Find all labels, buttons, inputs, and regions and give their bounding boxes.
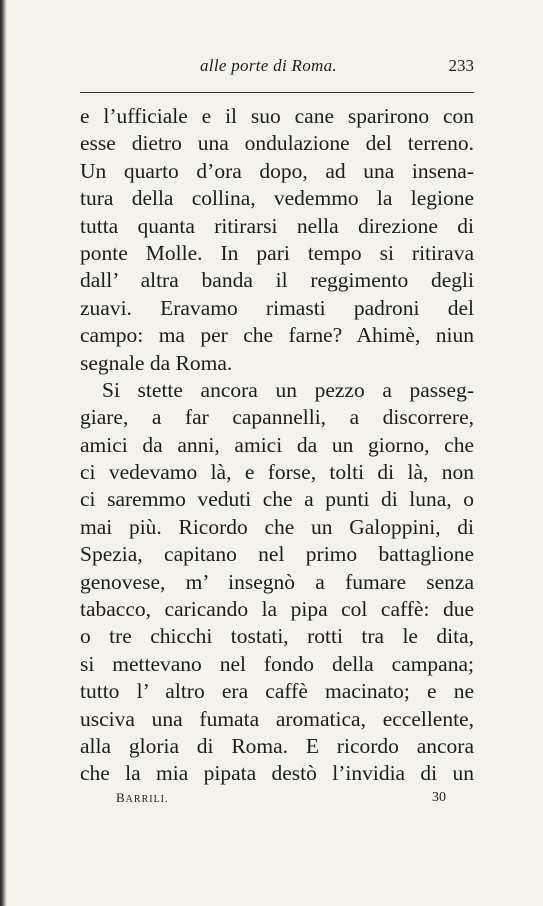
text-line: esse dietro una ondulazione del terreno.	[80, 131, 474, 156]
text-line: tutto l’ altro era caffè macinato; e ne	[80, 679, 474, 704]
sheet-number: 30	[432, 790, 446, 805]
text-line: Spezia, capitano nel primo battaglione	[80, 542, 474, 567]
text-line: dall’ altra banda il reggimento degli	[80, 268, 474, 293]
text-line: si mettevano nel fondo della campana;	[80, 651, 474, 676]
text-line: ci saremmo veduti che a punti di luna, o	[80, 487, 474, 512]
body-text	[80, 103, 474, 788]
text-line: tura della collina, vedemmo la legione	[80, 186, 474, 211]
header-rule	[80, 92, 474, 93]
text-line: alla gloria di Roma. E ricordo ancora	[80, 733, 474, 758]
paragraph-start-line: Si stette ancora un pezzo a passeg-	[102, 377, 474, 402]
text-line: amici da anni, amici da un giorno, che	[80, 432, 474, 457]
text-line: Un quarto d’ora dopo, ad una insena-	[80, 158, 474, 183]
page-binding-edge	[0, 0, 7, 906]
text-line: zuavi. Eravamo rimasti padroni del	[80, 295, 474, 320]
running-title: alle porte di Roma.	[200, 56, 337, 75]
text-line: segnale da Roma.	[80, 350, 233, 375]
text-line: tutta quanta ritirarsi nella direzione di	[80, 213, 474, 238]
text-line: giare, a far capannelli, a discorrere,	[80, 405, 474, 430]
signature-initial: B	[116, 790, 126, 805]
text-line: campo: ma per che farne? Ahimè, niun	[80, 323, 474, 348]
text-line: o tre chicchi tostati, rotti tra le dita,	[80, 624, 474, 649]
page-footer	[116, 790, 446, 814]
text-line: ci vedevamo là, e forse, tolti di là, non	[80, 460, 474, 485]
signature-rest: ARRILI.	[125, 794, 169, 805]
page-header	[80, 52, 474, 88]
text-line: mai più. Ricordo che un Galoppini, di	[80, 514, 474, 539]
text-line: e l’ufficiale e il suo cane sparirono con	[80, 104, 474, 128]
page-number: 233	[448, 56, 474, 75]
printer-signature	[116, 790, 169, 806]
text-line: tabacco, caricando la pipa col caffè: due	[80, 597, 474, 622]
text-line: che la mia pipata destò l’invidia di un	[80, 761, 474, 786]
text-line: genovese, m’ insegnò a fumare senza	[80, 569, 474, 594]
text-line: ponte Molle. In pari tempo si ritirava	[80, 240, 474, 265]
text-line: usciva una fumata aromatica, eccellente,	[80, 706, 474, 731]
